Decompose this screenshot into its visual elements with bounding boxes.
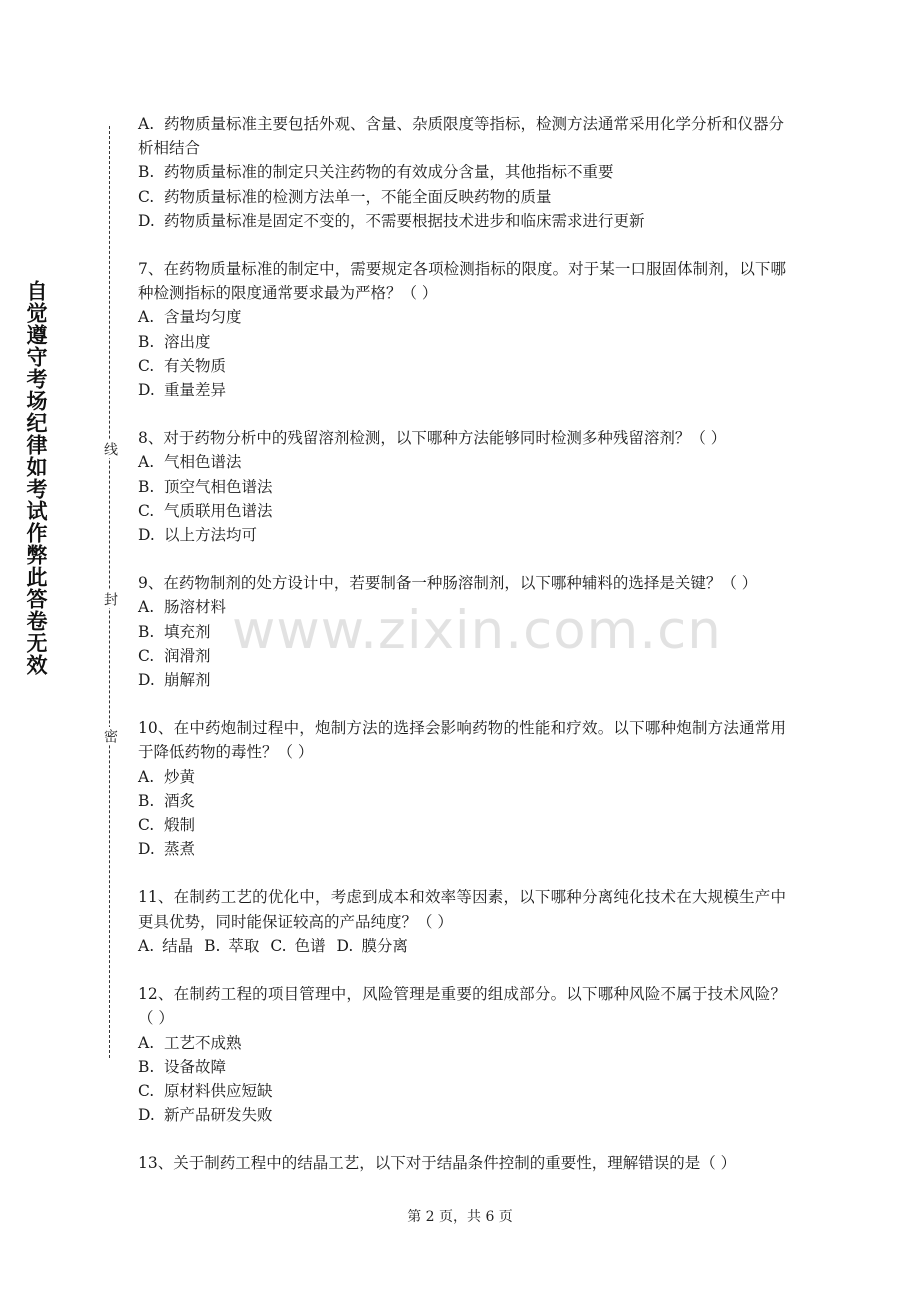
option-d[interactable]: D. 蒸煮 bbox=[138, 840, 196, 859]
option-d[interactable]: D. 膜分离 bbox=[336, 936, 408, 955]
option-a[interactable]: A. 含量均匀度 bbox=[138, 308, 242, 327]
option-d[interactable]: D. 崩解剂 bbox=[138, 671, 211, 690]
inline-options bbox=[138, 934, 786, 958]
option-c[interactable]: C. 色谱 bbox=[270, 936, 326, 955]
option-b[interactable]: B. 萃取 bbox=[204, 936, 260, 955]
question-7 bbox=[138, 257, 786, 402]
question-9 bbox=[138, 571, 786, 692]
option-c[interactable]: C. 药物质量标准的检测方法单一，不能全面反映药物的质量 bbox=[138, 187, 552, 206]
option-a[interactable]: A. 肠溶材料 bbox=[138, 598, 227, 617]
question-13 bbox=[138, 1151, 786, 1175]
option-b[interactable]: B. 填充剂 bbox=[138, 622, 211, 641]
question-12 bbox=[138, 982, 786, 1127]
option-d[interactable]: D. 重量差异 bbox=[138, 381, 227, 400]
exam-discipline-warning: 自觉遵守考场纪律如考试作弊此答卷无效 bbox=[24, 280, 48, 676]
option-d[interactable]: D. 新产品研发失败 bbox=[138, 1106, 273, 1125]
option-a[interactable]: A. 工艺不成熟 bbox=[138, 1033, 242, 1052]
option-a[interactable]: A. 药物质量标准主要包括外观、含量、杂质限度等指标，检测方法通常采用化学分析和仪器分析相结合 bbox=[138, 115, 785, 158]
option-c[interactable]: C. 煅制 bbox=[138, 816, 196, 835]
page-footer: 第 2 页，共 6 页 bbox=[407, 1209, 513, 1225]
question-10 bbox=[138, 716, 786, 861]
option-a[interactable]: A. 气相色谱法 bbox=[138, 453, 242, 472]
option-b[interactable]: B. 药物质量标准的制定只关注药物的有效成分含量，其他指标不重要 bbox=[138, 163, 614, 182]
question-11 bbox=[138, 885, 786, 958]
question-stem: 7、在药物质量标准的制定中，需要规定各项检测指标的限度。对于某一口服固体制剂，以下哪种检测指标的限度通常要求最为严格？（ ） bbox=[138, 260, 786, 303]
option-c[interactable]: C. 润滑剂 bbox=[138, 646, 211, 665]
option-b[interactable]: B. 顶空气相色谱法 bbox=[138, 477, 273, 496]
question-stem: 13、关于制药工程中的结晶工艺，以下对于结晶条件控制的重要性，理解错误的是（ ） bbox=[138, 1154, 737, 1173]
option-d[interactable]: D. 药物质量标准是固定不变的，不需要根据技术进步和临床需求进行更新 bbox=[138, 211, 645, 230]
option-b[interactable]: B. 溶出度 bbox=[138, 332, 211, 351]
option-b[interactable]: B. 酒炙 bbox=[138, 791, 196, 810]
question-8 bbox=[138, 426, 786, 547]
option-a[interactable]: A. 炒黄 bbox=[138, 767, 196, 786]
option-d[interactable]: D. 以上方法均可 bbox=[138, 526, 258, 545]
question-list bbox=[138, 112, 786, 1200]
question-stem: 9、在药物制剂的处方设计中，若要制备一种肠溶制剂，以下哪种辅料的选择是关键？（ ） bbox=[138, 574, 758, 593]
binding-mark-secret: 密 bbox=[102, 729, 118, 743]
binding-mark-seal: 封 bbox=[102, 592, 118, 606]
watermark: www.zixin.com.cn bbox=[232, 600, 722, 661]
binding-mark-line: 线 bbox=[102, 442, 118, 456]
question-stem: 8、对于药物分析中的残留溶剂检测，以下哪种方法能够同时检测多种残留溶剂？（ ） bbox=[138, 429, 727, 448]
question-stem: 10、在中药炮制过程中，炮制方法的选择会影响药物的性能和疗效。以下哪种炮制方法通常用于降低药物的毒性？（ ） bbox=[138, 719, 786, 762]
option-b[interactable]: B. 设备故障 bbox=[138, 1057, 227, 1076]
question-6-options bbox=[138, 112, 786, 233]
question-stem: 11、在制药工艺的优化中，考虑到成本和效率等因素，以下哪种分离纯化技术在大规模生产中更具优势，同时能保证较高的产品纯度？（ ） bbox=[138, 888, 786, 931]
option-c[interactable]: C. 有关物质 bbox=[138, 356, 227, 375]
option-c[interactable]: C. 原材料供应短缺 bbox=[138, 1081, 273, 1100]
option-a[interactable]: A. 结晶 bbox=[138, 936, 194, 955]
question-stem: 12、在制药工程的项目管理中，风险管理是重要的组成部分。以下哪种风险不属于技术风险？（ ） bbox=[138, 985, 786, 1028]
option-c[interactable]: C. 气质联用色谱法 bbox=[138, 501, 273, 520]
